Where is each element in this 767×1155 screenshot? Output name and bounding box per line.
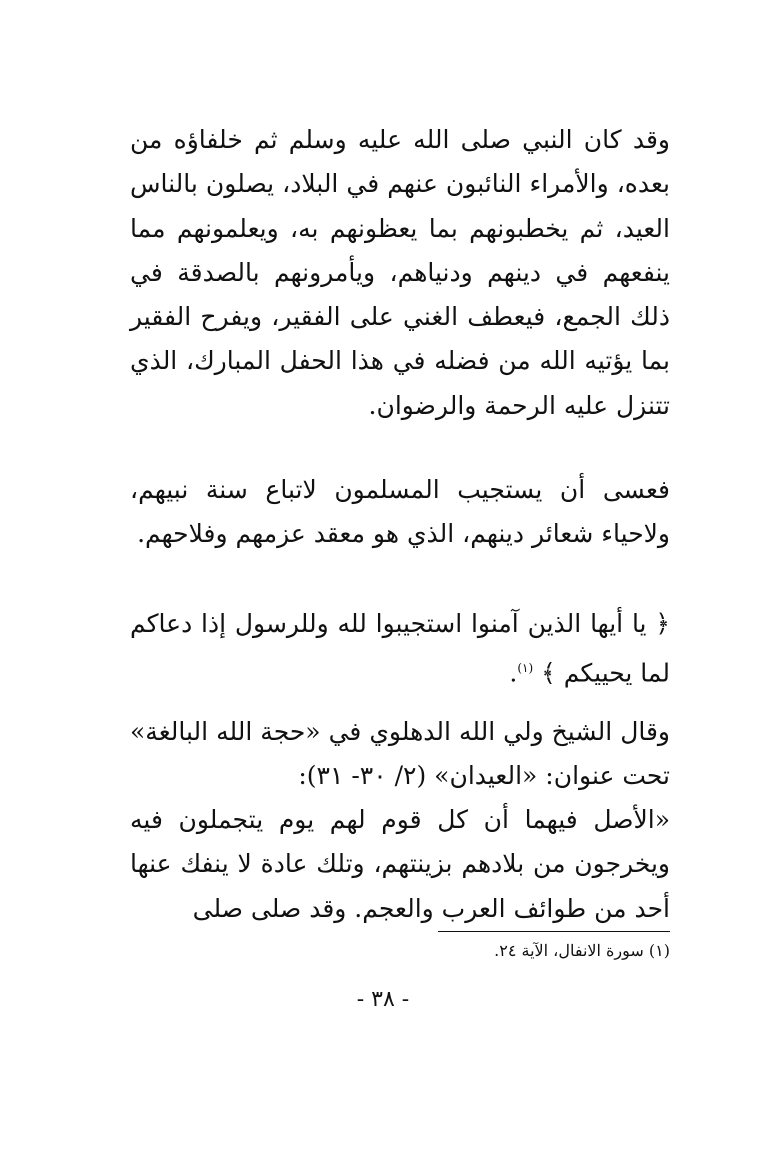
quran-verse-block	[130, 602, 670, 696]
verse-end: .	[509, 658, 518, 688]
page-number: - ٣٨ -	[356, 987, 410, 1012]
quote-paragraph: «الأصل فيهما أن كل قوم لهم يوم يتجملون فيه ويخرجون من بلادهم بزينتهم، وتلك عادة لا ينفك عنها أحد من طوائف العرب والعجم. وقد صلى صلى	[130, 805, 670, 923]
footnote: (١) سورة الانفال، الآية ٢٤.	[494, 941, 670, 960]
quran-verse: ﴿ يا أيها الذين آمنوا استجيبوا لله وللرسول إذا دعاكم لما يحييكم ﴾	[130, 609, 670, 688]
paragraph-2: فعسى أن يستجيب المسلمون لاتباع سنة نبيهم، ولاحياء شعائر دينهم، الذي هو معقد عزمهم وفلاحهم.	[130, 475, 670, 549]
intro-paragraph: وقال الشيخ ولي الله الدهلوي في «حجة الله البالغة» تحت عنوان: «العيدان» (٢/ ٣٠- ٣١):	[130, 717, 670, 791]
paragraph-1: وقد كان النبي صلى الله عليه وسلم ثم خلفاؤه من بعده، والأمراء النائبون عنهم في البلاد، يصلون بالناس العيد، ثم يخطبونهم بما يعظونهم به، ويعلمونهم مما ينفعهم في دينهم ودنياهم، ويأمرونهم بالصدقة في ذلك الجمع، فيعطف الغني على الفقير، ويفرح الفقير بما يؤتيه الله من فضله في هذا الحفل المبارك، الذي تتنزل عليه الرحمة والرضوان.	[130, 125, 670, 420]
footnote-marker: (١)	[517, 661, 534, 676]
footnote-divider	[438, 931, 670, 932]
